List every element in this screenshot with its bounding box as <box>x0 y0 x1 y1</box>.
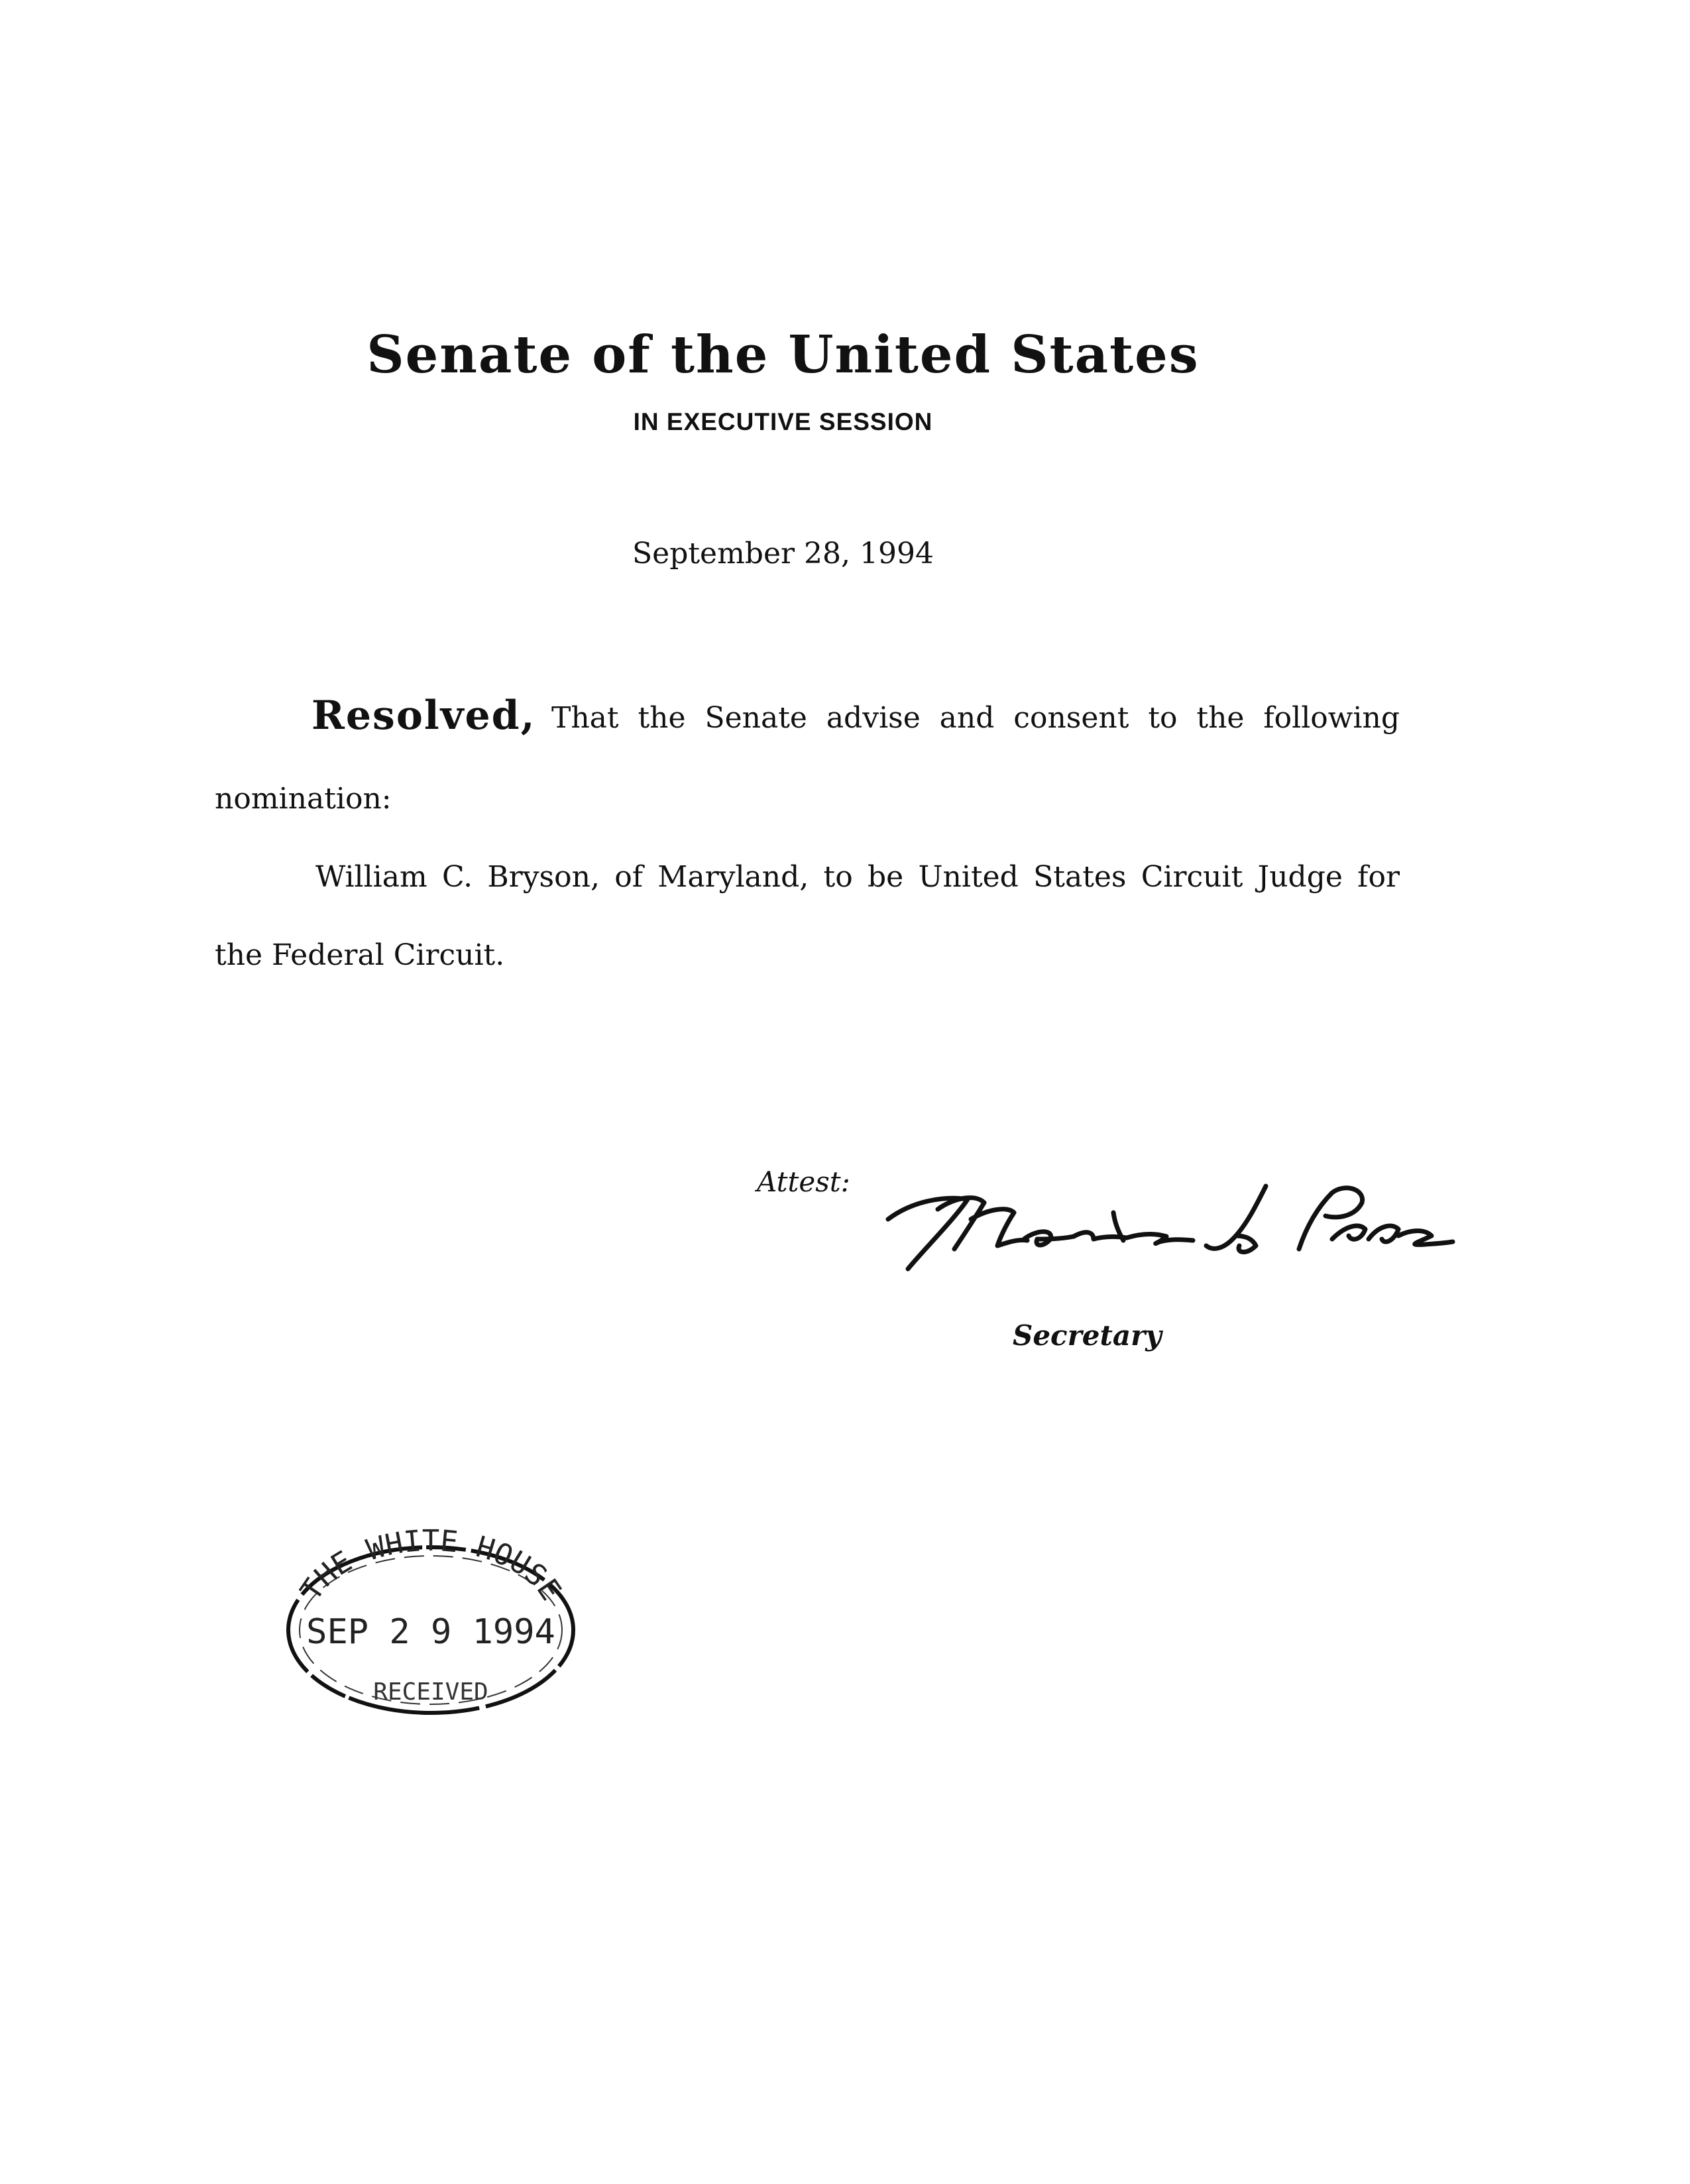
nominee-text: William C. Bryson, of Maryland, to be United States Circuit Judge for <box>315 860 1400 894</box>
svg-text:THE WHITE HOUSE <box>294 1524 568 1607</box>
resolution-text-continued: nomination: <box>215 782 392 816</box>
document-title: Senate of the United States <box>366 325 1200 385</box>
stamp-top-text: THE WHITE HOUSE <box>294 1524 568 1607</box>
resolution-text: That the Senate advise and consent to the following <box>551 701 1400 735</box>
attest-label: Attest: <box>757 1166 850 1198</box>
stamp-bottom-text: RECEIVED <box>373 1678 488 1706</box>
stamp-date-text: SEP 2 9 1994 <box>306 1612 555 1652</box>
received-stamp <box>265 1524 583 1736</box>
resolved-heading: Resolved, <box>311 692 536 739</box>
session-subtitle: IN EXECUTIVE SESSION <box>633 408 933 435</box>
nominee-text-continued: the Federal Circuit. <box>215 938 505 972</box>
secretary-label: Secretary <box>1013 1319 1162 1352</box>
resolution-date: September 28, 1994 <box>632 537 934 571</box>
signature-image <box>875 1173 1458 1279</box>
